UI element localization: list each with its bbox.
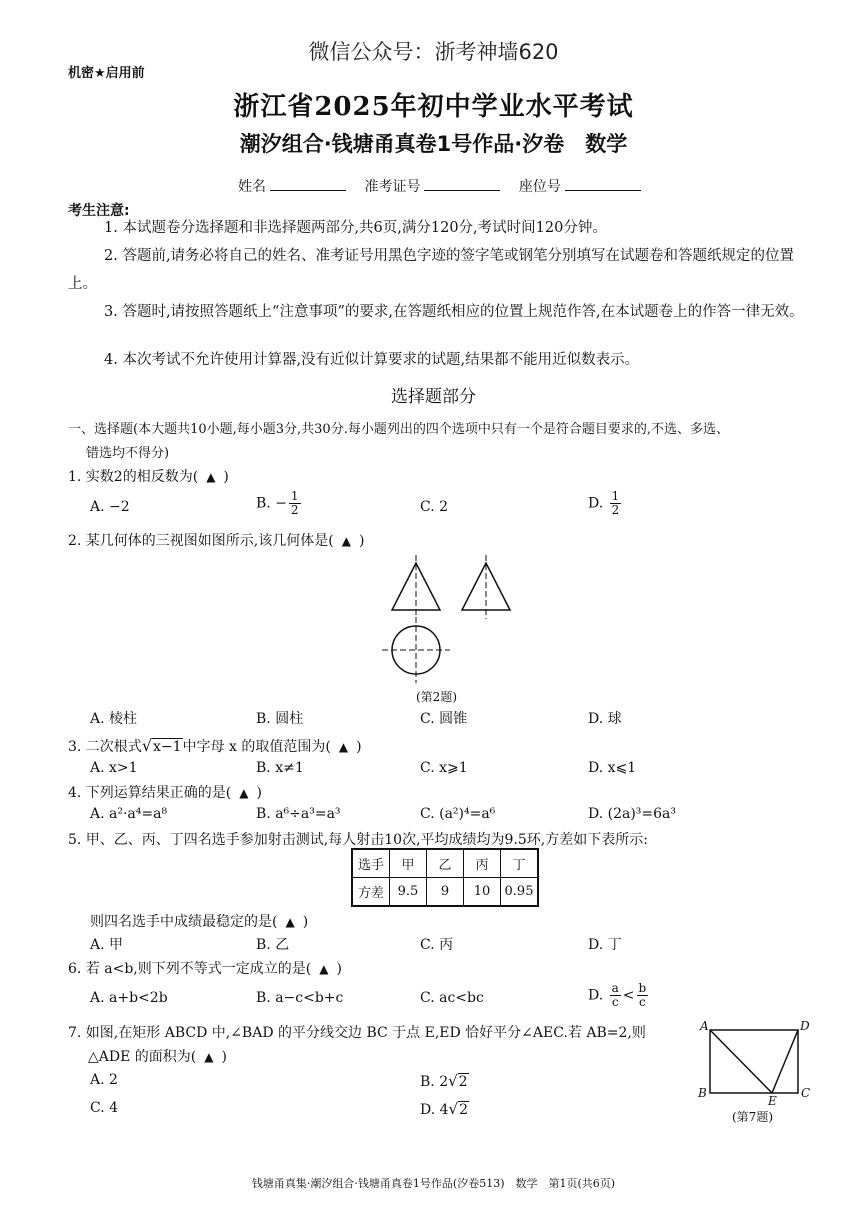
q7-caption: (第7题) — [732, 1110, 773, 1124]
q5-option-c[interactable]: C. 丙 — [420, 937, 454, 953]
question-4-stem: 4. 下列运算结果正确的是( ▲ ) — [68, 785, 262, 801]
question-5-stem: 5. 甲、乙、丙、丁四名选手参加射击测试,每人射击10次,平均成绩均为9.5环,方差如下表所示: — [68, 832, 648, 848]
notice-item: 1. 本试题卷分选择题和非选择题两部分,共6页,满分120分,考试时间120分钟。 — [104, 220, 607, 236]
q1-option-d[interactable]: D. $\frac{1}{2}$ — [588, 489, 620, 517]
q5-option-b[interactable]: B. 乙 — [256, 937, 290, 953]
question-3-stem: 3. 二次根式√x−1中字母 x 的取值范围为( ▲ ) — [68, 736, 362, 755]
question-7-line2: △ADE 的面积为( ▲ ) — [88, 1049, 227, 1065]
vertex-c-label: C — [801, 1086, 811, 1100]
exam-title: 浙江省2025年初中学业水平考试 — [233, 92, 634, 122]
q7-option-d[interactable]: D. 4√2 — [420, 1100, 469, 1118]
q2-option-d[interactable]: D. 球 — [588, 711, 622, 727]
vertex-a-label: A — [700, 1019, 709, 1033]
q2-caption: (第2题) — [416, 690, 457, 704]
table-cell: 甲 — [390, 849, 427, 878]
radicand: x−1 — [153, 739, 182, 755]
table-cell: 选手 — [352, 849, 390, 878]
answer-placeholder-icon: ▲ — [338, 740, 349, 754]
answer-placeholder-icon: ▲ — [341, 534, 351, 548]
table-cell: 丙 — [464, 849, 501, 878]
variance-table — [351, 848, 539, 907]
segment-ed — [772, 1030, 798, 1093]
table-cell: 10 — [464, 878, 501, 907]
q4-option-c[interactable]: C. (a²)⁴=a⁶ — [420, 806, 496, 822]
name-blank[interactable] — [270, 178, 346, 191]
notice-heading: 考生注意: — [68, 203, 130, 219]
q1-option-c[interactable]: C. 2 — [420, 499, 449, 515]
table-cell: 9.5 — [390, 878, 427, 907]
confidential-label: 机密★启用前 — [68, 66, 145, 81]
q2-option-c[interactable]: C. 圆锥 — [420, 711, 468, 727]
question-1-stem: 1. 实数2的相反数为( ▲ ) — [68, 469, 229, 485]
vertex-d-label: D — [800, 1019, 810, 1033]
table-cell: 0.95 — [501, 878, 539, 907]
candidate-info-line — [238, 176, 655, 196]
segment-ae — [710, 1030, 772, 1093]
q5-option-d[interactable]: D. 丁 — [588, 937, 622, 953]
section-title: 选择题部分 — [391, 387, 476, 407]
seat-blank[interactable] — [565, 178, 641, 191]
exam-subtitle: 潮汐组合·钱塘甬真卷1号作品·汐卷 数学 — [239, 132, 628, 156]
q2-option-b[interactable]: B. 圆柱 — [256, 711, 304, 727]
table-row — [352, 849, 538, 878]
q3-option-b[interactable]: B. x≠1 — [256, 760, 304, 776]
seat-label: 座位号 — [518, 179, 561, 195]
three-view-figure — [376, 555, 526, 685]
question-7-line1: 7. 如图,在矩形 ABCD 中,∠BAD 的平分线交边 BC 于点 E,ED 恰好平分∠AEC.若 AB=2,则 — [68, 1025, 646, 1041]
q5-option-a[interactable]: A. 甲 — [90, 937, 124, 953]
point-e-label: E — [768, 1094, 777, 1108]
exam-number-blank[interactable] — [424, 178, 500, 191]
q6-option-c[interactable]: C. ac<bc — [420, 990, 484, 1006]
part-instructions-line1: 一、选择题(本大题共10小题,每小题3分,共30分.每小题列出的四个选项中只有一个是符合题目要求的,不选、多选、 — [68, 422, 729, 437]
answer-placeholder-icon: ▲ — [285, 915, 295, 929]
q4-option-b[interactable]: B. a⁶÷a³=a³ — [256, 806, 341, 822]
notice-item: 2. 答题前,请务必将自己的姓名、准考证号用黑色字迹的签字笔或钢笔分别填写在试题卷和答题纸规定的位置上。 — [68, 248, 795, 292]
question-6-stem: 6. 若 a<b,则下列不等式一定成立的是( ▲ ) — [68, 961, 342, 977]
question-5-follow: 则四名选手中成绩最稳定的是( ▲ ) — [90, 914, 309, 930]
page-footer: 钱塘甬真集·潮汐组合·钱塘甬真卷1号作品(汐卷513) 数学 第1页(共6页) — [251, 1177, 616, 1190]
q6-option-a[interactable]: A. a+b<2b — [90, 990, 168, 1006]
q7-option-b[interactable]: B. 2√2 — [420, 1072, 468, 1090]
q4-option-a[interactable]: A. a²·a⁴=a⁸ — [90, 806, 168, 822]
table-cell: 方差 — [352, 878, 390, 907]
vertex-b-label: B — [698, 1086, 707, 1100]
q3-option-d[interactable]: D. x⩽1 — [588, 760, 637, 776]
notice-item: 3. 答题时,请按照答题纸上“注意事项”的要求,在答题纸相应的位置上规范作答,在本试题卷上的作答一律无效。 — [104, 304, 804, 320]
q1-option-b[interactable]: B. − $\frac{1}{2}$ — [256, 489, 299, 517]
q3-option-a[interactable]: A. x>1 — [90, 760, 138, 776]
answer-placeholder-icon: ▲ — [204, 1050, 214, 1064]
table-cell: 9 — [427, 878, 464, 907]
exam-number-label: 准考证号 — [364, 179, 421, 195]
q6-option-d[interactable]: D. $\frac{a}{c}$ < $\frac{b}{c}$ — [588, 981, 647, 1009]
q2-option-a[interactable]: A. 棱柱 — [90, 711, 138, 727]
answer-placeholder-icon: ▲ — [319, 962, 329, 976]
question-2-stem: 2. 某几何体的三视图如图所示,该几何体是( ▲ ) — [68, 533, 365, 549]
q6-option-b[interactable]: B. a−c<b+c — [256, 990, 344, 1006]
table-row — [352, 878, 538, 907]
q1-option-a[interactable]: A. −2 — [90, 499, 130, 515]
name-label: 姓名 — [238, 179, 266, 195]
answer-placeholder-icon: ▲ — [206, 470, 216, 484]
table-cell: 丁 — [501, 849, 539, 878]
part-instructions-line2: 错选均不得分) — [86, 446, 170, 461]
q3-option-c[interactable]: C. x⩾1 — [420, 760, 468, 776]
q4-option-d[interactable]: D. (2a)³=6a³ — [588, 806, 677, 822]
q7-option-c[interactable]: C. 4 — [90, 1100, 119, 1116]
watermark: 微信公众号：浙考神墙620 — [308, 40, 559, 64]
q7-option-a[interactable]: A. 2 — [90, 1072, 118, 1088]
answer-placeholder-icon: ▲ — [239, 786, 249, 800]
notice-item: 4. 本次考试不允许使用计算器,没有近似计算要求的试题,结果都不能用近似数表示。 — [104, 352, 640, 368]
table-cell: 乙 — [427, 849, 464, 878]
